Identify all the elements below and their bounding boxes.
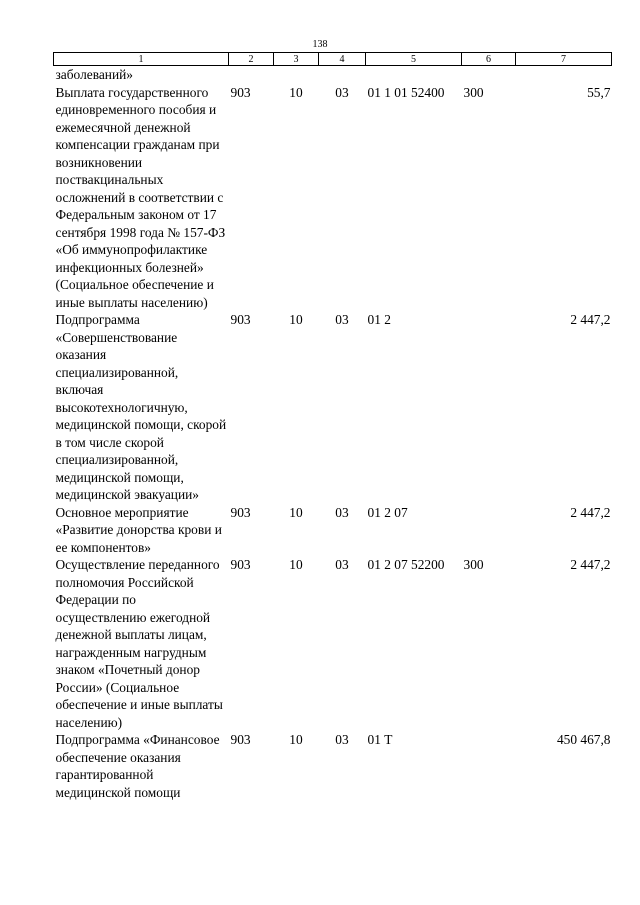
header-col-7: 7 — [516, 53, 612, 66]
table-row — [54, 311, 612, 504]
row-col4: 03 — [335, 557, 349, 572]
row-col6 — [462, 731, 516, 801]
row-name: Подпрограмма «Финансовое обеспечение оказания гарантированной медицинской помощи — [55, 732, 220, 800]
header-col-2: 2 — [229, 53, 274, 66]
header-row — [54, 53, 612, 66]
row-col7: 450 467,8 — [556, 732, 611, 747]
table-row — [54, 66, 612, 84]
row-col6: 300 — [463, 557, 484, 572]
row-col7 — [516, 66, 612, 84]
table-header — [54, 53, 612, 66]
row-col2: 903 — [230, 84, 251, 100]
row-col6: 300 — [463, 84, 484, 100]
table-row — [54, 731, 612, 801]
header-col-3: 3 — [274, 53, 319, 66]
row-col4: 03 — [335, 312, 349, 327]
row-col4: 03 — [335, 732, 349, 747]
row-col7: 2 447,2 — [570, 557, 611, 572]
row-col5: 01 1 01 52400 — [367, 84, 445, 100]
table-body — [54, 66, 612, 802]
row-col5: 01 2 07 52200 — [367, 557, 445, 572]
row-name: заболеваний» — [55, 67, 133, 82]
header-col-5: 5 — [366, 53, 462, 66]
row-col2: 903 — [230, 504, 251, 520]
row-col3: 10 — [289, 557, 303, 572]
row-col2: 903 — [230, 732, 251, 747]
row-col7: 55,7 — [587, 84, 611, 100]
row-col5: 01 2 — [367, 312, 391, 327]
row-col2: 903 — [230, 312, 251, 327]
budget-table — [53, 52, 612, 801]
header-col-4: 4 — [319, 53, 366, 66]
row-col6 — [462, 311, 516, 504]
header-col-6: 6 — [462, 53, 516, 66]
table-row — [54, 504, 612, 557]
row-col5: 01 2 07 — [367, 504, 408, 520]
table-row — [54, 84, 612, 312]
row-name: Выплата государственного единовременного пособия и ежемесячной денежной компенсации гражданам при возникновении поствакцинальных осложнений в соответствии с Федеральным законом от 17 сентября 1998 года № 157-ФЗ «Об иммунопрофилактике инфекционных болезней» (Социальное обеспечение и иные выплаты населению) — [55, 84, 226, 310]
row-name: Основное мероприятие «Развитие донорства крови и ее компонентов» — [55, 504, 222, 555]
row-col3: 10 — [289, 312, 303, 327]
row-col2 — [229, 66, 274, 84]
row-col3: 10 — [289, 504, 303, 520]
row-col3: 10 — [289, 84, 303, 100]
row-col3: 10 — [289, 732, 303, 747]
row-col2: 903 — [230, 557, 251, 572]
row-col5: 01 Т — [367, 732, 393, 747]
page-number: 138 — [312, 39, 328, 50]
row-col7: 2 447,2 — [570, 312, 611, 327]
row-col4: 03 — [335, 504, 349, 520]
row-col6 — [462, 66, 516, 84]
row-col4: 03 — [335, 84, 349, 100]
row-col6 — [462, 504, 516, 557]
header-col-1: 1 — [54, 53, 229, 66]
table-row — [54, 556, 612, 731]
row-col4 — [319, 66, 366, 84]
row-name: Осуществление переданного полномочия Российской Федерации по осуществлению ежегодной денежной выплаты лицам, награжденным нагрудным знаком «Почетный донор России» (Социальное обеспечение и иные выплаты населению) — [55, 557, 223, 730]
row-col5 — [366, 66, 462, 84]
row-col7: 2 447,2 — [570, 504, 611, 520]
row-name: Подпрограмма «Совершенствование оказания специализированной, включая высокотехнологичную, медицинской помощи, скорой в том числе скорой специализированной, медицинской помощи, медицинской эвакуации» — [55, 312, 227, 502]
row-col3 — [274, 66, 319, 84]
